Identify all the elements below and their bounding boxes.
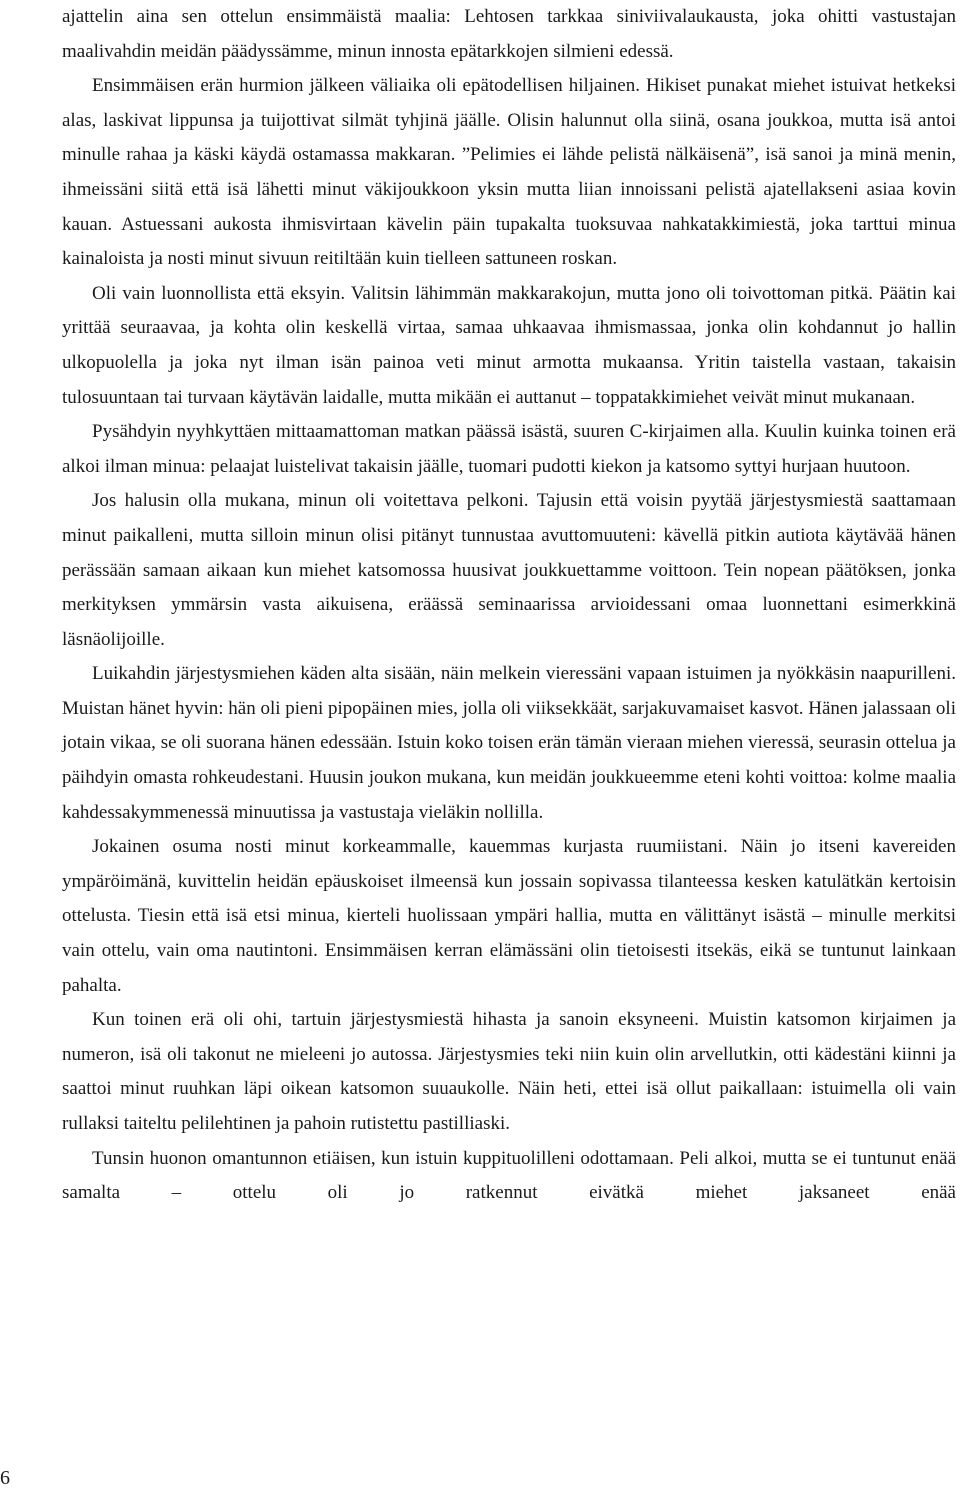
paragraph-5: Jos halusin olla mukana, minun oli voitettava pelkoni. Tajusin että voisin pyytää järjestysmiestä saattamaan minut paikalleni, mutta silloin minun olisi pitänyt tunnustaa avuttomuuteni: kävellä pitkin autiota käytävää hänen perässään samaan aikaan kun miehet katsomossa huusivat joukkuettamme voittoon. Tein nopean päätöksen, jonka merkityksen ymmärsin vasta aikuisena, eräässä seminaarissa arvioidessani omaa luonnettani esimerkkinä läsnäolijoille. — [62, 490, 956, 650]
paragraph-8: Kun toinen erä oli ohi, tartuin järjestysmiestä hihasta ja sanoin eksyneeni. Muistin katsomon kirjaimen ja numeron, isä oli takonut ne mieleeni jo autossa. Järjestysmies teki niin kuin olin arvellutkin, otti kädestäni kiinni ja saattoi minut ruuhkan läpi oikean katsomon suuaukolle. Näin heti, ettei isä ollut paikallaan: istuimella oli vain rullaksi taiteltu pelilehtinen ja pahoin rutistettu pastilliaski. — [62, 1009, 956, 1134]
paragraph-4: Pysähdyin nyyhkyttäen mittaamattoman matkan päässä isästä, suuren C-kirjaimen alla. Kuulin kuinka toinen erä alkoi ilman minua: pelaajat luistelivat takaisin jäälle, tuomari pudotti kiekon ja katsomo syttyi hurjaan huutoon. — [62, 421, 956, 477]
paragraph-2: Ensimmäisen erän hurmion jälkeen väliaika oli epätodellisen hiljainen. Hikiset punakat miehet istuivat hetkeksi alas, laskivat lippunsa ja tuijottivat silmät tyhjinä jäälle. Olisin halunnut olla siinä, osana joukkoa, mutta isä antoi minulle rahaa ja käski käydä ostamassa makkaran. ”Pelimies ei lähde pelistä nälkäisenä”, isä sanoi ja minä menin, ihmeissäni siitä että isä lähetti minut väkijoukkoon yksin mutta liian innoissani pelistä ajatellakseni asiaa kovin kauan. Astuessani aukosta ihmisvirtaan kävelin päin tupakalta tuoksuvaa nahkatakkimiestä, joka tarttui minua kainaloista ja nosti minut sivuun reitiltään kuin tielleen sattuneen roskan. — [62, 75, 956, 270]
paragraph-3: Oli vain luonnollista että eksyin. Valitsin lähimmän makkarakojun, mutta jono oli toivottoman pitkä. Päätin kai yrittää seuraavaa, ja kohta olin keskellä virtaa, samaa uhkaavaa ihmismassaa, jonka olin kohdannut jo hallin ulkopuolella ja joka nyt ilman isän painoa veti minut armotta mukaansa. Yritin taistella vastaan, takaisin tulosuuntaan tai turvaan käytävän laidalle, mutta mikään ei auttanut – toppatakkimiehet veivät minut mukanaan. — [62, 282, 956, 408]
paragraph-6: Luikahdin järjestysmiehen käden alta sisään, näin melkein vieressäni vapaan istuimen ja nyökkäsin naapurilleni. Muistan hänet hyvin: hän oli pieni pipopäinen mies, jolla oli viiksekkäät, sarjakuvamaiset kasvot. Hänen jalassaan oli jotain vikaa, se oli suorana hänen edessään. Istuin koko toisen erän tämän vieraan miehen vieressä, seurasin ottelua ja päihdyin omasta rohkeudestani. Huusin joukon mukana, kun meidän joukkueemme eteni kohti voittoa: kolme maalia kahdessakymmenessä minuutissa ja vastustaja vieläkin nollilla. — [62, 663, 956, 823]
page-body — [62, 0, 956, 1211]
paragraph-7: Jokainen osuma nosti minut korkeammalle, kauemmas kurjasta ruumiistani. Näin jo itseni kavereiden ympäröimänä, kuvittelin heidän epäuskoiset ilmeensä kun jossain sopivassa tilanteessa kesken katulätkän kertoisin ottelusta. Tiesin että isä etsi minua, kierteli huolissaan ympäri hallia, mutta en välittänyt isästä – minulle merkitsi vain ottelu, vain oma nautintoni. Ensimmäisen kerran elämässäni olin tietoisesti itsekäs, eikä se tuntunut lainkaan pahalta. — [62, 836, 956, 996]
paragraph-9: Tunsin huonon omantunnon etiäisen, kun istuin kuppituolilleni odottamaan. Peli alkoi, mutta se ei tuntunut enää samalta – ottelu oli jo ratkennut eivätkä miehet jaksaneet enää — [62, 1147, 956, 1204]
page-number: 6 — [0, 1467, 10, 1489]
paragraph-1: ajattelin aina sen ottelun ensimmäistä maalia: Lehtosen tarkkaa siniviivalaukausta, joka ohitti vastustajan maalivahdin meidän päädyssämme, minun innosta epätarkkojen silmieni edessä. — [62, 6, 956, 62]
